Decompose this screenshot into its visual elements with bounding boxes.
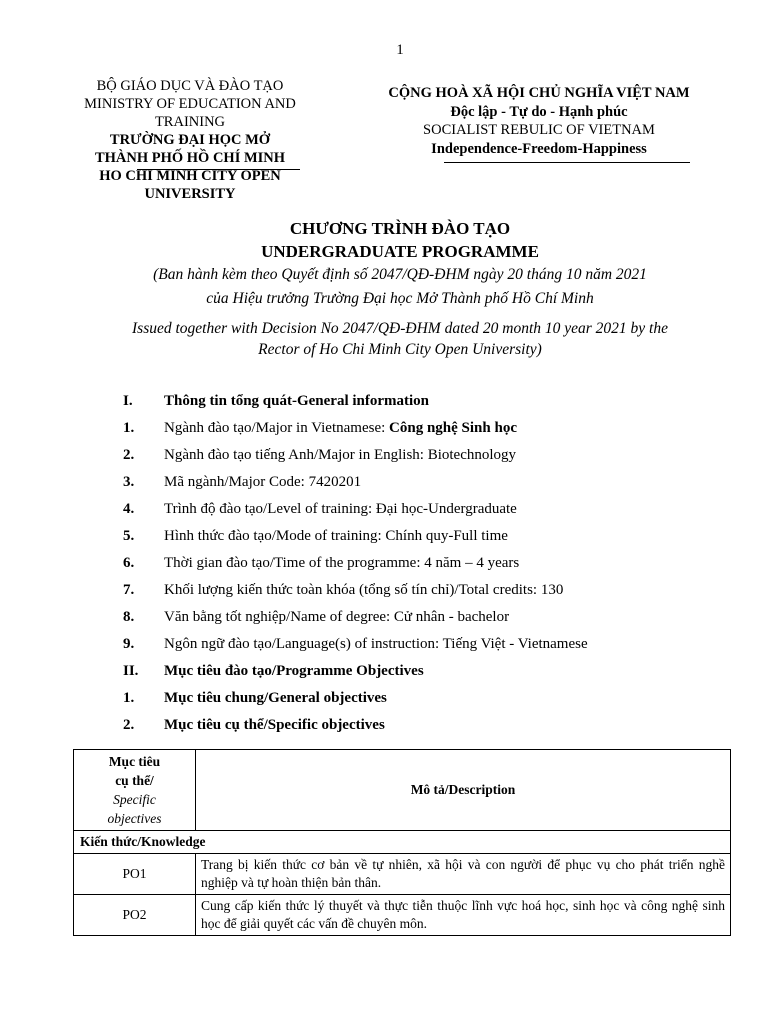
issued-note-en: [0, 318, 768, 360]
description-header: Mô tả/Description: [196, 750, 731, 831]
objective-item: 2. Mục tiêu cụ thể/Specific objectives: [123, 717, 385, 733]
header-ministry: [60, 77, 320, 203]
issued-note-en-2: Rector of Ho Chi Minh City Open University): [258, 341, 542, 358]
info-item: 5. Hình thức đào tạo/Mode of training: Chính quy-Full time: [123, 528, 508, 544]
republic-name-en: SOCIALIST REBULIC OF VIETNAM: [423, 122, 655, 138]
section-heading-objectives: II. Mục tiêu đào tạo/Programme Objectives: [123, 663, 424, 679]
table-row: [74, 854, 731, 895]
header-left-underline: [137, 169, 300, 170]
university-name-vi-2: THÀNH PHỐ HỒ CHÍ MINH: [94, 150, 286, 166]
university-name-en: HO CHI MINH CITY OPEN UNIVERSITY: [99, 168, 281, 202]
info-item: 1. Ngành đào tạo/Major in Vietnamese: Công nghệ Sinh học: [123, 420, 517, 436]
info-item: 3. Mã ngành/Major Code: 7420201: [123, 474, 362, 490]
info-item: 9. Ngôn ngữ đào tạo/Language(s) of instruction: Tiếng Việt - Vietnamese: [123, 636, 588, 652]
table-header-row: [74, 750, 731, 831]
info-item: 7. Khối lượng kiến thức toàn khóa (tổng số tín chỉ)/Total credits: 130: [123, 582, 564, 598]
university-name-vi-1: TRƯỜNG ĐẠI HỌC MỞ: [109, 132, 271, 148]
info-item: 8. Văn bằng tốt nghiệp/Name of degree: Cử nhân - bachelor: [123, 609, 510, 625]
header-right-underline: [444, 162, 690, 163]
objective-description: Cung cấp kiến thức lý thuyết và thực tiễn thuộc lĩnh vực hoá học, sinh học và công nghệ sinh học để giải quyết các vấn đề chuyên môn.: [196, 895, 731, 936]
objectives-table: [73, 749, 731, 936]
header-republic: [386, 84, 692, 158]
document-title-vi: CHƯƠNG TRÌNH ĐÀO TẠO: [289, 219, 511, 238]
page-number: 1: [396, 42, 404, 58]
info-item: 2. Ngành đào tạo tiếng Anh/Major in English: Biotechnology: [123, 447, 517, 463]
motto-en: Independence-Freedom-Happiness: [431, 140, 647, 157]
table-section-row: [74, 831, 731, 854]
objective-code: PO1: [74, 854, 196, 895]
info-item: 6. Thời gian đào tạo/Time of the programme: 4 năm – 4 years: [123, 555, 520, 571]
objective-description: Trang bị kiến thức cơ bản về tự nhiên, xã hội và con người để phục vụ cho phát triển nghề nghiệp và tự hoàn thiện bản thân.: [196, 854, 731, 895]
objective-item: 1. Mục tiêu chung/General objectives: [123, 690, 387, 706]
info-item: 4. Trình độ đào tạo/Level of training: Đại học-Undergraduate: [123, 501, 517, 517]
issued-note-en-1: Issued together with Decision No 2047/QĐ-ĐHM dated 20 month 10 year 2021 by the: [132, 320, 668, 337]
document-title-en: UNDERGRADUATE PROGRAMME: [261, 242, 539, 261]
objective-code: PO2: [74, 895, 196, 936]
document-title-block: [0, 217, 768, 311]
section-heading-general-info: I. Thông tin tổng quát-General information: [123, 393, 430, 409]
ministry-name-en: MINISTRY OF EDUCATION AND TRAINING: [84, 96, 296, 130]
motto-vi: Độc lập - Tự do - Hạnh phúc: [450, 103, 628, 120]
objective-code-header: Mục tiêu cụ thể/ Specific objectives: [74, 750, 196, 831]
table-row: [74, 895, 731, 936]
issued-note-vi-2: của Hiệu trưởng Trường Đại học Mở Thành phố Hồ Chí Minh: [206, 290, 594, 307]
knowledge-section-label: Kiến thức/Knowledge: [74, 831, 731, 854]
republic-name-vi: CỘNG HOÀ XÃ HỘI CHỦ NGHĨA VIỆT NAM: [388, 85, 690, 101]
issued-note-vi-1: (Ban hành kèm theo Quyết định số 2047/QĐ-ĐHM ngày 20 tháng 10 năm 2021: [153, 266, 647, 283]
ministry-name-vi: BỘ GIÁO DỤC VÀ ĐÀO TẠO: [96, 78, 284, 94]
